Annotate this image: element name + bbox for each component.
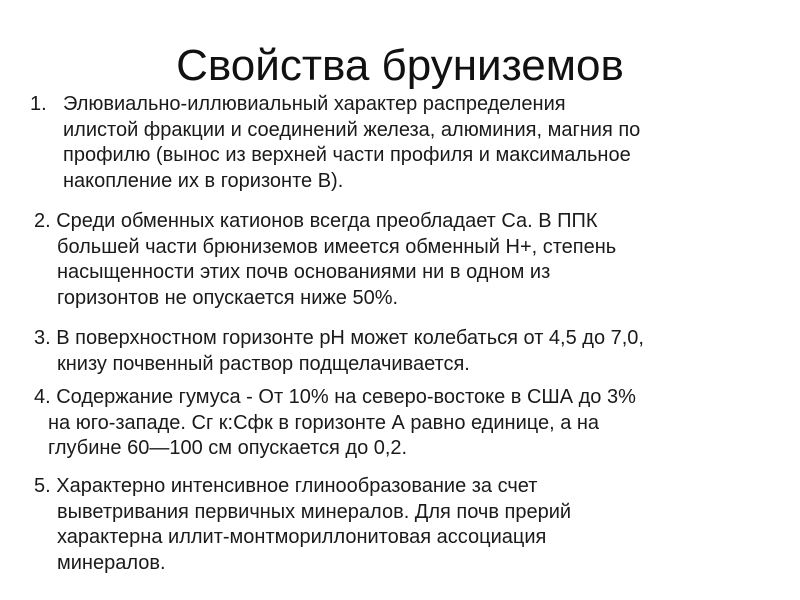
- list-number: 1.: [30, 93, 47, 115]
- list-item-line: 2. Среди обменных катионов всегда преобладает Са. В ППК: [34, 210, 598, 232]
- list-item-line: илистой фракции и соединений железа, алюминия, магния по: [63, 118, 641, 141]
- list-item-line: 4. Содержание гумуса - От 10% на северо-востоке в США до 3%: [34, 386, 636, 408]
- list-item-line: Элювиально-иллювиальный характер распределения: [63, 93, 566, 115]
- list-item-line: профилю (вынос из верхней части профиля и максимальное: [63, 144, 631, 166]
- list-item-line: выветривания первичных минералов. Для почв прерий: [57, 500, 572, 523]
- list-item-line: минералов.: [57, 551, 166, 574]
- slide-title: Свойства бруниземов: [176, 41, 624, 90]
- list-item-line: характерна иллит-монтмориллонитовая ассоциация: [57, 526, 547, 548]
- list-item-line: насыщенности этих почв основаниями ни в одном из: [57, 261, 551, 283]
- list-item-line: горизонтов не опускается ниже 50%.: [57, 286, 399, 309]
- list-item-line: большей части брюниземов имеется обменный Н+, степень: [57, 235, 617, 258]
- list-item-line: 5. Характерно интенсивное глинообразование за счет: [34, 475, 538, 497]
- list-item-line: 3. В поверхностном горизонте рН может колебаться от 4,5 до 7,0,: [34, 327, 644, 349]
- list-item-line: накопление их в горизонте В).: [63, 169, 344, 192]
- list-item-line: книзу почвенный раствор подщелачивается.: [57, 352, 470, 375]
- list-item-line: глубине 60—100 см опускается до 0,2.: [48, 437, 408, 459]
- list-item-line: на юго-западе. Сг к:Сфк в горизонте А равно единице, а на: [48, 411, 600, 434]
